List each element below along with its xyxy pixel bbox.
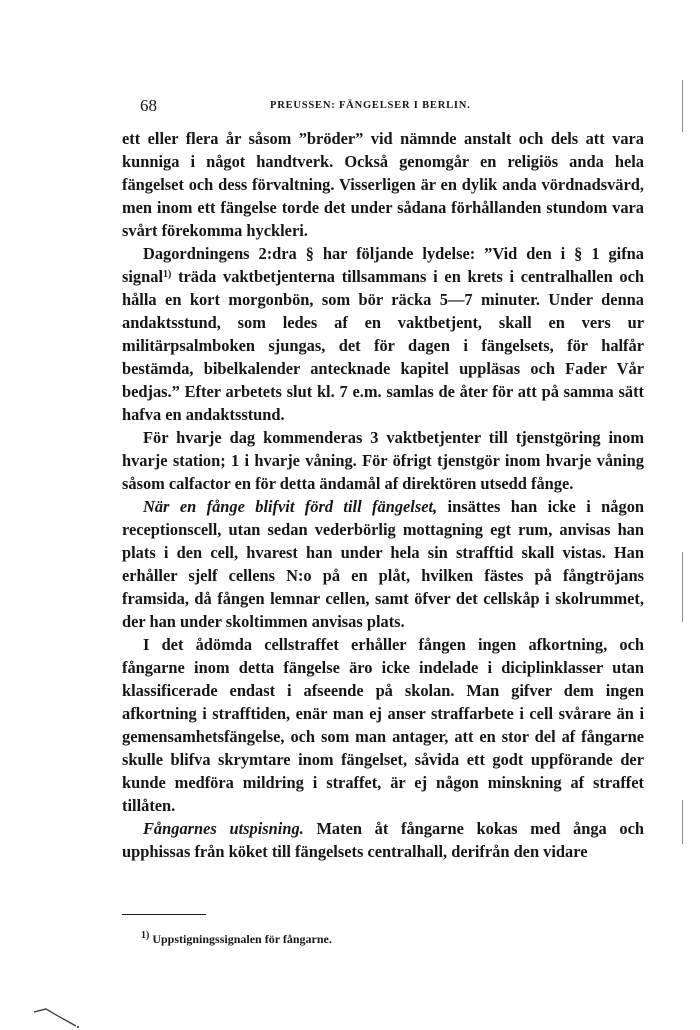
scan-pen-mark	[32, 1000, 82, 1030]
page-header	[140, 96, 650, 118]
footnote-rule	[122, 914, 206, 915]
paragraph-text: Dagordningens 2:dra § har följande lydelse: ”Vid den i § 1 gifna signal	[122, 244, 644, 286]
scan-margin-line	[682, 80, 683, 132]
paragraph	[122, 127, 644, 242]
page-number: 68	[140, 96, 157, 115]
footnote-text: Uppstigningssignalen för fångarne.	[149, 932, 332, 946]
footnote-marker: 1)	[141, 930, 150, 941]
paragraph	[122, 495, 644, 633]
paragraph-text: insättes han icke i någon receptionscell, utan sedan vederbörlig mottagning egt rum, anvisas han plats i den cell, hvarest han under hela sin strafftid skall vistas. Han erhåller sjelf cellens N:o på en plåt, hvilken fästes på fångtröjans framsida, då fången lemnar cellen, samt öfver det cellskåp i skolrummet, der han under skoltimmen anvisas plats.	[122, 497, 645, 631]
scan-margin-line	[682, 800, 683, 844]
footnote	[141, 932, 621, 947]
scan-margin-line	[682, 552, 683, 622]
italic-heading: Fångarnes utspisning.	[143, 819, 304, 838]
running-head: PREUSSEN: FÄNGELSER I BERLIN.	[270, 100, 471, 111]
paragraph-text: För hvarje dag kommenderas 3 vaktbetjenter till tjenstgöring inom hvarje station; 1 i hvarje våning. För öfrigt tjenstgör inom hvarje våning såsom calfactor en för detta ändamål af direktören utsedd fånge.	[122, 428, 644, 493]
footnote-reference: 1)	[163, 269, 172, 280]
body-text	[122, 127, 644, 863]
paragraph-text: ett eller flera år såsom ”bröder” vid nämnde anstalt och dels att vara kunniga i något handtverk. Också genomgår en religiös anda hela fängelset och dess förvaltning. Visserligen är en dylik anda vördnadsvärd, men inom ett fängelse torde det under sådana förhållanden stundom vara svårt förekomma hyckleri.	[122, 129, 644, 240]
paragraph-text: träda vaktbetjenterna tillsammans i en krets i centralhallen och hålla en kort morgonbön, som bör räcka 5—7 minuter. Under denna andaktsstund, som ledes af en vaktbetjent, skall en vers ur militärpsalmboken sjungas, det för dagen i fängelsets, för halfår bestämda, bibelkalender antecknade kapitel uppläsas och Fader Vår bedjas.” Efter arbetets slut kl. 7 e.m. samlas de åter för att på samma sätt hafva en andaktsstund.	[122, 267, 644, 424]
paragraph-text: I det ådömda cellstraffet erhåller fången ingen afkortning, och fångarne inom detta fängelse äro icke indelade i diciplinklasser utan klassificerade endast i afseende på skolan. Man gifver dem ingen afkortning i strafftiden, enär man ej anser straffarbete i cell svårare än i gemensamhetsfängelse, och som man antager, att en stor del af fångarne skulle blifva skrymtare inom fängelset, såvida ett godt uppförande der kunde medföra mildring i straffet, är ej någon minskning af straffet tillåten.	[122, 635, 644, 815]
paragraph-text: Maten åt fångarne kokas med ånga och upphissas från köket till fängelsets centralhall, derifrån den vidare	[122, 819, 644, 861]
italic-heading: När en fånge blifvit förd till fängelset,	[143, 497, 438, 516]
paragraph	[122, 242, 644, 426]
paragraph	[122, 817, 644, 863]
paragraph	[122, 633, 644, 817]
paragraph	[122, 426, 644, 495]
